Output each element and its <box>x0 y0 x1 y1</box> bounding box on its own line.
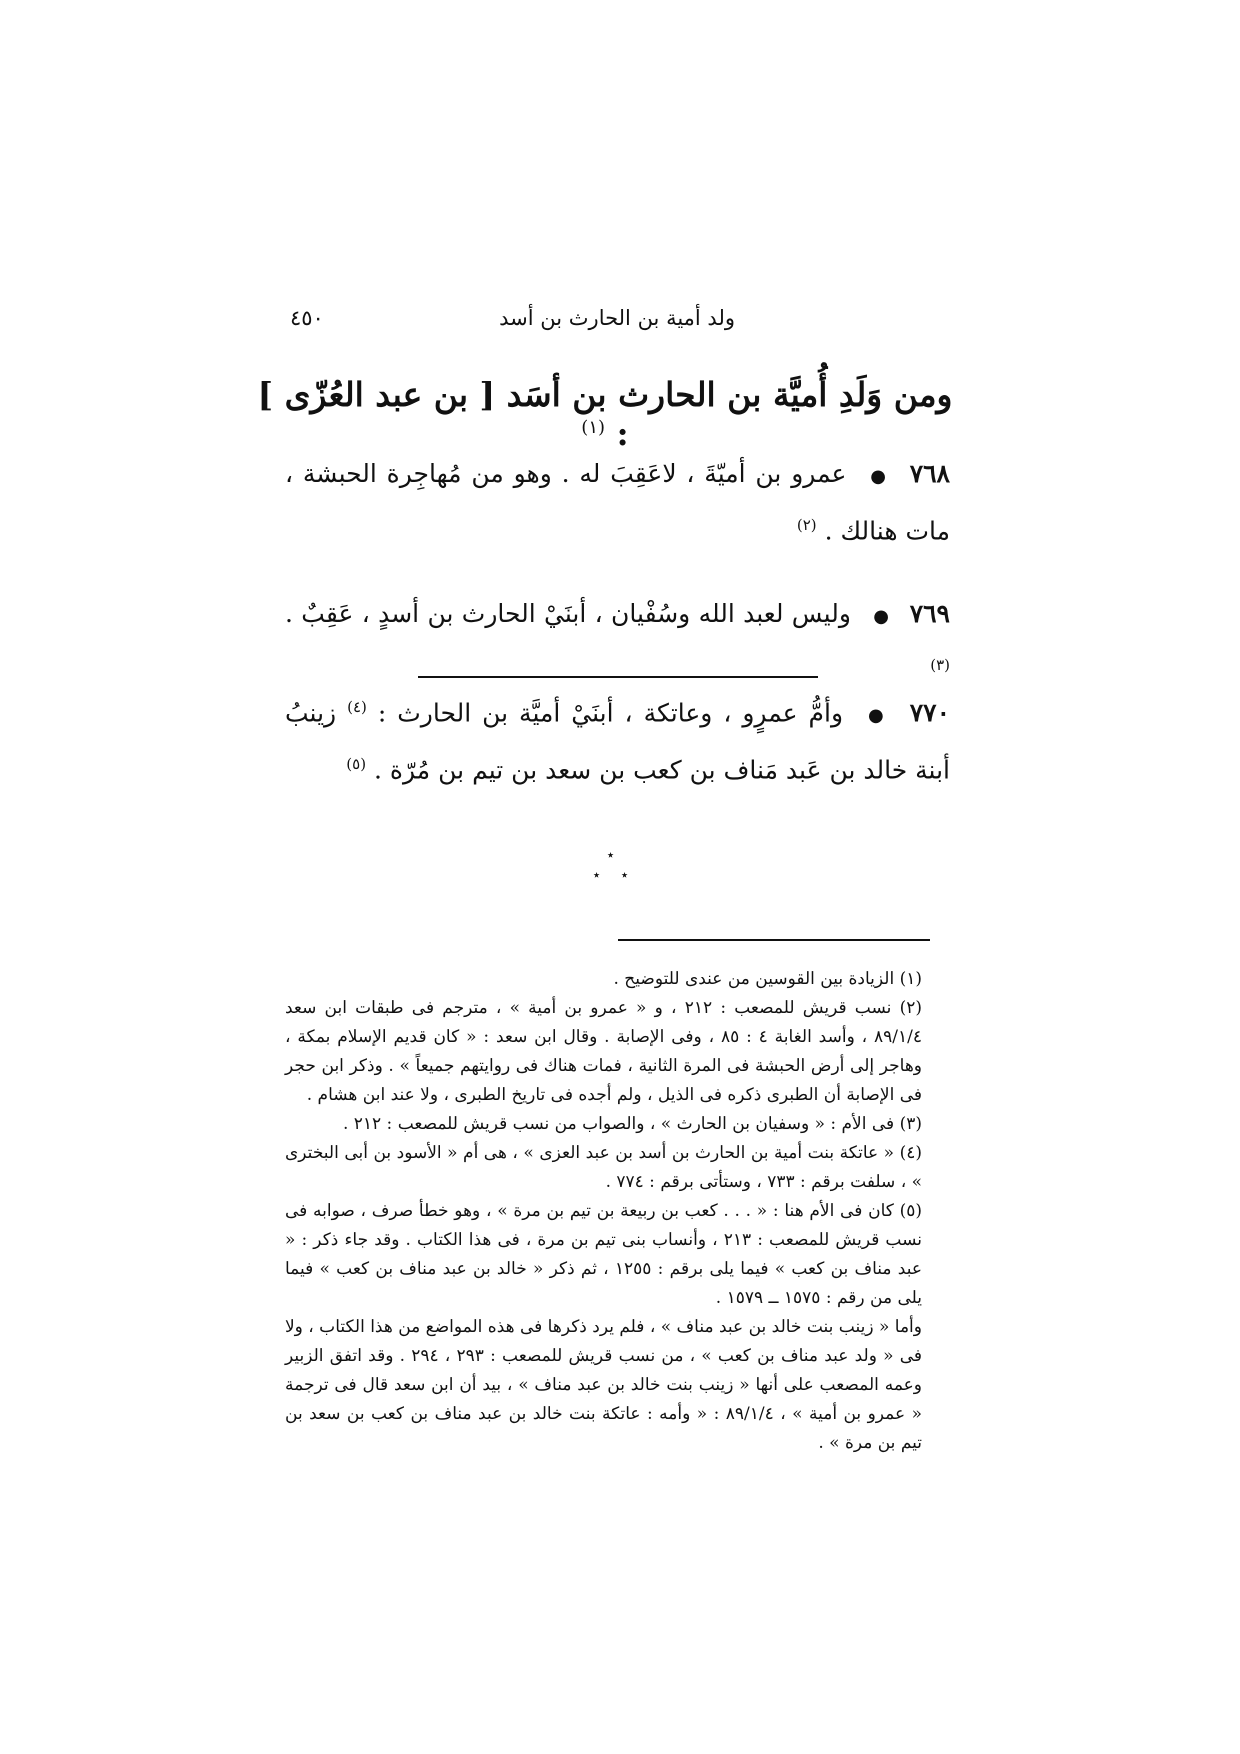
entry-text-continued: زينبُ أبنة خالد بن عَبد مَناف بن كعب بن سعد بن تيم بن مُرّة . <box>285 698 950 785</box>
section-heading <box>250 375 960 453</box>
asterism-ornament <box>585 848 645 898</box>
bullet-icon: ● <box>870 466 888 487</box>
bullet-icon: ● <box>868 705 887 727</box>
footnote-1: (١) الزيادة بين القوسين من عندى للتوضيح . <box>613 969 922 989</box>
footnote-4: (٤) « عاتكة بنت أمية بن الحارث بن أسد بن عبد العزى » ، هى أم « الأسود بن أبى البخترى » ، سلفت برقم : ٧٣٣ ، وستأتى برقم : ٧٧٤ . <box>285 1143 922 1192</box>
footnote-5: (٥) كان فى الأم هنا : « . . . كعب بن ربيعة بن تيم بن مرة » ، وهو خطأ صرف ، صوابه فى نسب قريش للمصعب : ٢١٣ ، وأنساب بنى تيم بن مرة ، فى هذا الكتاب . وقد جاء ذكر : « عبد مناف بن كعب » فيما يلى برقم : ١٢٥٥ ، ثم ذكر « خالد بن عبد مناف بن كعب » فيما يلى من رقم : ١٥٧٥ ــ ١٥٧٩ . <box>285 1201 923 1308</box>
section-heading-text: ومن وَلَدِ أُميَّة بن الحارث بن أسَد [ بن عبد العُزّى ] : <box>257 375 953 453</box>
footnote-ref: (٣) <box>930 656 950 674</box>
overline-rule <box>418 676 818 678</box>
footnotes <box>285 965 950 1458</box>
asterisk-icon: ٭ <box>607 848 615 863</box>
entry-768 <box>285 450 950 555</box>
running-header <box>290 300 950 336</box>
entry-770 <box>285 683 950 795</box>
entry-number: ٧٦٨ <box>909 459 950 488</box>
entry-text: عمرو بن أميّةَ ، لاعَقِبَ له . وهو من مُهاجِرة الحبشة ، مات هنالك . <box>285 459 950 546</box>
entry-number: ٧٦٩ <box>909 599 950 628</box>
footnote-separator <box>618 939 930 941</box>
asterisk-icon: ٭ <box>621 868 629 883</box>
footnote-2: (٢) نسب قريش للمصعب : ٢١٢ ، و « عمرو بن أمية » ، مترجم فى طبقات ابن سعد ٨٩/١/٤ ، وأسد الغابة ٤ : ٨٥ ، وفى الإصابة . وقال ابن سعد : « كان قديم الإسلام بمكة ، وهاجر إلى أرض الحبشة فى المرة الثانية ، فمات هناك فى روايتهم جميعاً » . وذكر ابن حجر فى الإصابة أن الطبرى ذكره فى الذيل ، ولم أجده فى تاريخ الطبرى ، ولا عند ابن هشام . <box>285 998 922 1105</box>
running-title: ولد أمية بن الحارث بن أسد <box>499 306 735 330</box>
entry-text: وأمُّ عمرٍو ، وعاتكة ، أبنَيْ أميَّة بن الحارث : <box>377 698 844 728</box>
footnote-ref: (٤) <box>347 698 367 716</box>
entry-769 <box>285 590 950 695</box>
page-number: ٤٥٠ <box>290 306 324 330</box>
footnote-ref: (٥) <box>346 755 367 774</box>
footnote-ref: (١) <box>581 417 606 438</box>
footnote-3: (٣) فى الأم : « وسفيان بن الحارث » ، والصواب من نسب قريش للمصعب : ٢١٢ . <box>342 1114 922 1134</box>
footnote-5-continued: وأما « زينب بنت خالد بن عبد مناف » ، فلم يرد ذكرها فى هذه المواضع من هذا الكتاب ، ولا فى « ولد عبد مناف بن كعب » ، من نسب قريش للمصعب : ٢٩٣ ، ٢٩٤ . وقد اتفق الزبير وعمه المصعب على أنها « زينب بنت خالد بن عبد مناف » ، بيد أن ابن سعد قال فى ترجمة « عمرو بن أمية » ، ٨٩/١/٤ : « وأمه : عاتكة بنت خالد بن عبد مناف بن كعب بن سعد بن تيم بن مرة » . <box>284 1317 922 1453</box>
footnote-ref: (٢) <box>796 516 817 534</box>
bullet-icon: ● <box>873 606 890 627</box>
entry-text: وليس لعبد الله وسُفْيان ، أبنَيْ الحارث بن أسدٍ ، عَقِبٌ . <box>285 599 851 628</box>
entry-number: ٧٧٠ <box>909 698 951 728</box>
asterisk-icon: ٭ <box>593 868 601 883</box>
